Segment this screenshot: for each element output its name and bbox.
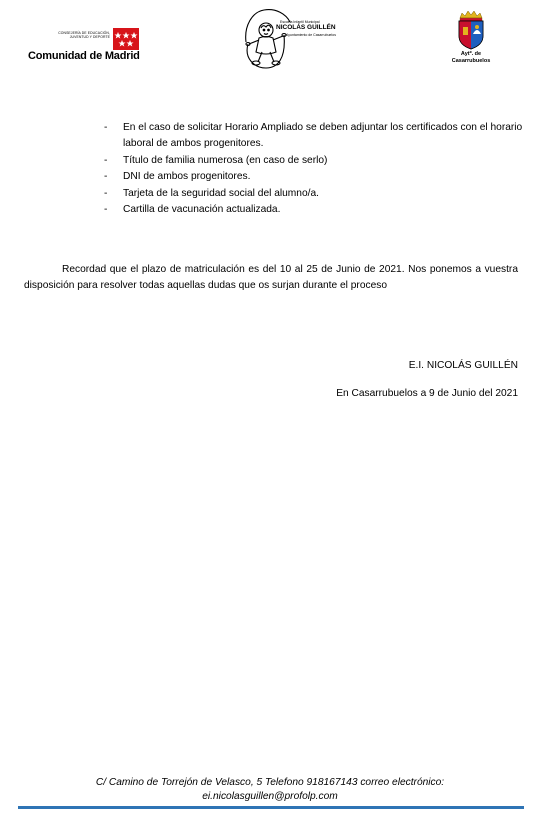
list-item bbox=[104, 120, 524, 152]
cm-name: Comunidad de Madrid bbox=[28, 50, 140, 62]
school-logo bbox=[240, 6, 350, 70]
cm-subtitle-line-1: CONSEJERÍA DE EDUCACIÓN, bbox=[58, 31, 110, 35]
child-jumping-rope-icon bbox=[240, 6, 350, 70]
dash-bullet: - bbox=[104, 204, 108, 215]
list-item-text: Tarjeta de la seguridad social del alumno/a. bbox=[123, 187, 319, 199]
school-logo-line-2: Ayuntamiento de Casarrubuelos bbox=[286, 33, 336, 37]
madrid-stars-icon bbox=[113, 28, 139, 50]
school-logo-line-1: Escuela Infantil Municipal bbox=[280, 20, 320, 24]
cm-consejeria-text bbox=[50, 31, 110, 39]
dash-bullet: - bbox=[104, 122, 108, 133]
list-item bbox=[104, 169, 524, 185]
signature: E.I. NICOLÁS GUILLÉN bbox=[408, 360, 518, 371]
list-item bbox=[104, 186, 524, 202]
footer-email: ei.nicolasguillen@profolp.com bbox=[202, 791, 338, 802]
ayuntamiento-logo bbox=[444, 10, 498, 68]
list-item-text: En el caso de solicitar Horario Ampliado se deben adjuntar los certificados con el horario laboral de ambos progenitores. bbox=[123, 122, 523, 149]
cm-subtitle-line-2: JUVENTUD Y DEPORTE bbox=[69, 35, 110, 39]
date-line: En Casarrubuelos a 9 de Junio del 2021 bbox=[336, 388, 518, 399]
comunidad-de-madrid-logo bbox=[28, 28, 138, 62]
list-item bbox=[104, 202, 524, 218]
list-item bbox=[104, 153, 524, 169]
list-item-text: Cartilla de vacunación actualizada. bbox=[123, 204, 281, 215]
list-item-text: DNI de ambos progenitores. bbox=[123, 171, 251, 182]
ayto-line-2: Casarrubuelos bbox=[451, 57, 491, 64]
dash-bullet: - bbox=[104, 187, 108, 199]
ayuntamiento-name bbox=[444, 51, 498, 64]
footer-rule bbox=[18, 806, 524, 809]
requirements-list bbox=[104, 120, 524, 219]
deadline-paragraph: Recordad que el plazo de matriculación es del 10 al 25 de Junio de 2021. Nos ponemos a vuestra disposición para resolver todas aquellas dudas que os surjan durante el proceso bbox=[24, 264, 518, 291]
school-logo-name: NICOLÁS GUILLÉN bbox=[276, 24, 336, 31]
dash-bullet: - bbox=[104, 171, 108, 182]
coat-of-arms-icon bbox=[444, 10, 498, 50]
page-footer bbox=[20, 776, 520, 804]
page-header bbox=[0, 0, 540, 80]
footer-address: C/ Camino de Torrejón de Velasco, 5 Telefono 918167143 correo electrónico: bbox=[95, 777, 445, 788]
dash-bullet: - bbox=[104, 154, 108, 166]
list-item-text: Título de familia numerosa (en caso de serlo) bbox=[123, 154, 328, 166]
ayto-line-1: Aytº. de bbox=[460, 51, 482, 57]
